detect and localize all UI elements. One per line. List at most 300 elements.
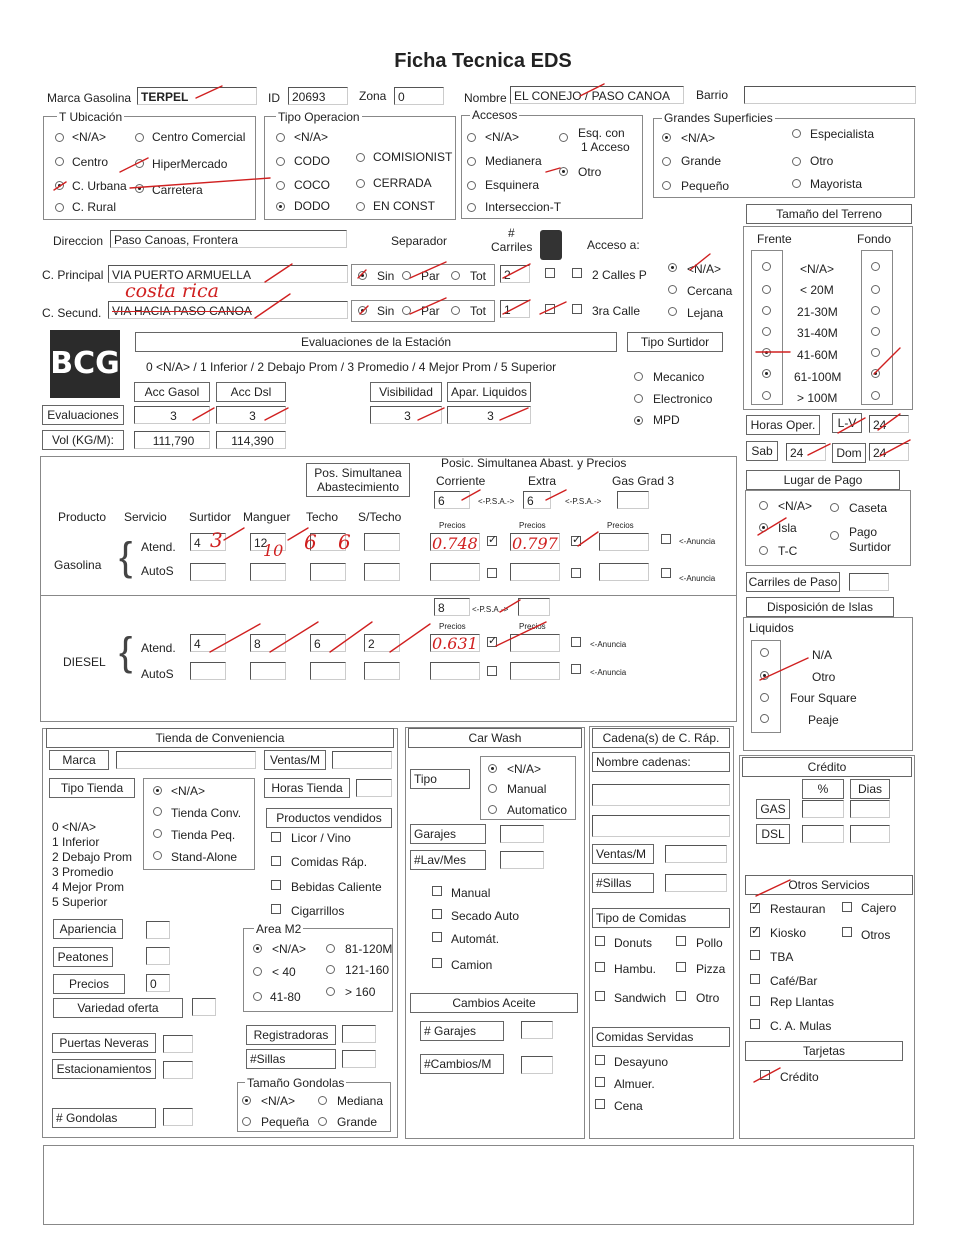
aceite-garajes-field[interactable] bbox=[521, 1021, 553, 1039]
dsl-anuncia-2: <-Anuncia bbox=[590, 668, 627, 677]
secund-check-calle[interactable] bbox=[572, 304, 582, 314]
area-radio-160[interactable] bbox=[326, 987, 335, 996]
check-comidas[interactable] bbox=[271, 856, 281, 866]
fondo-radio-40[interactable] bbox=[871, 327, 880, 336]
cw-check-camion[interactable] bbox=[432, 958, 442, 968]
ubic-urbana-label: C. Urbana bbox=[72, 179, 127, 193]
check-licor[interactable] bbox=[271, 832, 281, 842]
cw-manual-label: Manual bbox=[451, 886, 491, 900]
nombre-cadena-field-1[interactable] bbox=[592, 784, 730, 806]
lav-label: #Lav/Mes bbox=[410, 850, 486, 870]
peatones-field[interactable] bbox=[146, 947, 170, 965]
area-160-label: > 160 bbox=[345, 985, 376, 999]
eval-visibilidad[interactable]: 3 bbox=[370, 406, 442, 424]
secund-radio-sin[interactable] bbox=[358, 306, 367, 315]
zona-label: Zona bbox=[359, 89, 387, 103]
pago-radio-tc[interactable] bbox=[759, 546, 768, 555]
credito-dsl-pct[interactable] bbox=[802, 825, 844, 843]
stecho-col-header: S/Techo bbox=[358, 510, 402, 524]
gondola-radio-grande[interactable] bbox=[318, 1117, 327, 1126]
ubic-radio-urbana[interactable] bbox=[55, 181, 64, 190]
principal-carriles-field[interactable]: 2 bbox=[500, 265, 530, 283]
sup-radio-pequeno[interactable] bbox=[662, 181, 671, 190]
principal-radio-par[interactable] bbox=[402, 271, 411, 280]
fondo-radio-100[interactable] bbox=[871, 369, 880, 378]
dsl-autos-precio1[interactable] bbox=[430, 662, 480, 680]
fondo-radio-30[interactable] bbox=[871, 306, 880, 315]
op-na-label: <N/A> bbox=[294, 130, 329, 144]
dsl-surt-autos[interactable] bbox=[190, 662, 226, 680]
carwash-tipo-label: Tipo bbox=[410, 769, 470, 789]
extra-label: Extra bbox=[528, 474, 557, 488]
eval-acc-dsl[interactable]: 3 bbox=[216, 406, 286, 424]
variedad-label: Variedad oferta bbox=[53, 998, 183, 1018]
tienda-sillas-field[interactable] bbox=[342, 1050, 376, 1068]
gas-surt-autos[interactable] bbox=[190, 563, 226, 581]
pago-radio-surtidor[interactable] bbox=[830, 531, 839, 540]
op-radio-enconst[interactable] bbox=[356, 202, 365, 211]
servicio-col-header: Servicio bbox=[124, 510, 167, 524]
op-radio-na[interactable] bbox=[276, 133, 285, 142]
dsl-precio2[interactable] bbox=[510, 634, 560, 652]
ubic-radio-rural[interactable] bbox=[55, 203, 64, 212]
sup-grande-label: Grande bbox=[681, 154, 722, 168]
check-donuts[interactable] bbox=[595, 936, 605, 946]
techo-col-header: Techo bbox=[306, 510, 339, 524]
apar-header: Apar. Liquidos bbox=[447, 382, 531, 402]
gondola-radio-pequena[interactable] bbox=[242, 1117, 251, 1126]
llantas-label: Rep Llantas bbox=[770, 995, 835, 1009]
dsl-surt-atend[interactable]: 4 bbox=[190, 634, 226, 652]
acc-radio-medianera[interactable] bbox=[467, 157, 476, 166]
ubic-radio-na[interactable] bbox=[55, 133, 64, 142]
frente-radio-max[interactable] bbox=[762, 391, 771, 400]
horas-label: Horas Oper. bbox=[746, 415, 820, 435]
gondola-radio-mediana[interactable] bbox=[318, 1096, 327, 1105]
pago-radio-isla[interactable] bbox=[759, 523, 768, 532]
corriente-pos-field[interactable]: 6 bbox=[434, 491, 470, 509]
check-desayuno[interactable] bbox=[595, 1055, 605, 1065]
dsl-anuncia-1: <-Anuncia bbox=[590, 640, 627, 649]
pago-isla-label: Isla bbox=[778, 521, 797, 535]
ubic-na-label: <N/A> bbox=[72, 130, 107, 144]
dsl-check1[interactable] bbox=[487, 637, 497, 647]
surtidor-electronico-label: Electronico bbox=[653, 392, 713, 406]
dom-field[interactable]: 24 bbox=[869, 443, 909, 461]
separador-label: Separador bbox=[391, 234, 448, 248]
horas-tienda-field[interactable] bbox=[356, 779, 392, 797]
gas-check2[interactable] bbox=[571, 536, 581, 546]
ubicacion-title: T Ubicación bbox=[59, 110, 123, 124]
islas-radio-four[interactable] bbox=[760, 693, 769, 702]
tienda-ventas-field[interactable] bbox=[332, 751, 392, 769]
credito-gas-label: GAS bbox=[756, 799, 790, 819]
carwash-radio-auto[interactable] bbox=[488, 805, 497, 814]
sup-otro-label: Otro bbox=[810, 154, 834, 168]
sup-pequeno-label: Pequeño bbox=[681, 179, 730, 193]
area-radio-40[interactable] bbox=[253, 967, 262, 976]
tienda-scale-2: 2 Debajo Prom bbox=[52, 850, 133, 864]
islas-radio-na[interactable] bbox=[760, 648, 769, 657]
principal-check-calles[interactable] bbox=[572, 268, 582, 278]
fondo-radio-max[interactable] bbox=[871, 391, 880, 400]
principal-label: C. Principal bbox=[42, 268, 104, 282]
carriles-paso-field[interactable] bbox=[849, 573, 889, 591]
sup-radio-na[interactable] bbox=[662, 133, 671, 142]
aceite-cambios-field[interactable] bbox=[521, 1056, 553, 1074]
puertas-field[interactable] bbox=[163, 1035, 193, 1053]
gas-check3[interactable] bbox=[661, 534, 671, 544]
ubic-hiper-label: HiperMercado bbox=[152, 157, 228, 171]
principal-field[interactable]: VIA PUERTO ARMUELLA bbox=[108, 265, 348, 283]
islas-radio-peaje[interactable] bbox=[760, 714, 769, 723]
cadena-sillas-field[interactable] bbox=[665, 874, 727, 892]
credito-gas-dias[interactable] bbox=[850, 800, 890, 818]
gas-autos-precio1[interactable] bbox=[430, 563, 480, 581]
op-radio-comisionist[interactable] bbox=[356, 153, 365, 162]
hambu-label: Hambu. bbox=[614, 962, 657, 976]
terreno-40-label: 31-40M bbox=[797, 326, 838, 340]
surtidor-radio-mecanico[interactable] bbox=[634, 372, 643, 381]
gondolas-title: Tamaño Gondolas bbox=[247, 1076, 345, 1090]
carwash-radio-na[interactable] bbox=[488, 764, 497, 773]
cadena-ventas-label: Ventas/M bbox=[592, 844, 654, 864]
registradoras-field[interactable] bbox=[342, 1025, 376, 1043]
sup-especialista-label: Especialista bbox=[810, 127, 875, 141]
op-enconst-label: EN CONST bbox=[373, 199, 436, 213]
lv-field[interactable]: 24 bbox=[869, 415, 909, 433]
area-radio-121[interactable] bbox=[326, 965, 335, 974]
carwash-radio-manual[interactable] bbox=[488, 784, 497, 793]
id-label: ID bbox=[268, 91, 280, 105]
principal-check-1[interactable] bbox=[545, 268, 555, 278]
check-sandwich[interactable] bbox=[595, 991, 605, 1001]
tienda-radio-stand[interactable] bbox=[153, 851, 162, 860]
page-title: Ficha Tecnica EDS bbox=[394, 50, 572, 72]
gondolas-label: # Gondolas bbox=[52, 1108, 156, 1128]
tienda-radio-peq[interactable] bbox=[153, 829, 162, 838]
acc-radio-intersec[interactable] bbox=[467, 203, 476, 212]
gas-techo-autos[interactable] bbox=[310, 563, 346, 581]
principal-sin-label: Sin bbox=[377, 269, 395, 283]
gondolas-field[interactable] bbox=[163, 1108, 193, 1126]
op-cerrada-label: CERRADA bbox=[373, 176, 432, 190]
ubic-radio-centro[interactable] bbox=[55, 157, 64, 166]
otros-title: Otros Servicios bbox=[745, 875, 913, 895]
precios-5: Precios bbox=[519, 622, 546, 631]
traffic-light-icon bbox=[540, 230, 562, 260]
tienda-na-label: <N/A> bbox=[171, 784, 206, 798]
acceso-a-label: Acceso a: bbox=[587, 238, 640, 252]
lav-field[interactable] bbox=[500, 851, 544, 869]
tarjetas-title: Tarjetas bbox=[745, 1041, 903, 1061]
principal-radio-tot[interactable] bbox=[451, 271, 460, 280]
dsl-mang-atend[interactable]: 8 bbox=[250, 634, 286, 652]
frente-radio-20[interactable] bbox=[762, 285, 771, 294]
acc-radio-esquinera[interactable] bbox=[467, 181, 476, 190]
cadena-ventas-field[interactable] bbox=[665, 845, 727, 863]
pago-radio-na[interactable] bbox=[759, 501, 768, 510]
aceite-cambios-label: #Cambios/M bbox=[420, 1054, 504, 1074]
pos-simultanea-header bbox=[306, 463, 410, 497]
gas-autos-precio2[interactable] bbox=[510, 563, 560, 581]
dsl-techo-atend[interactable]: 6 bbox=[310, 634, 346, 652]
islas-title: Disposición de Islas bbox=[746, 597, 894, 617]
diesel-label: DIESEL bbox=[63, 655, 106, 669]
superficies-title: Grandes Superficies bbox=[664, 111, 773, 125]
acc-radio-otro[interactable] bbox=[559, 167, 568, 176]
acc-radio-esq[interactable] bbox=[559, 133, 568, 142]
acc-esq-label-2: 1 Acceso bbox=[581, 140, 630, 154]
dsl-autos-precio2[interactable] bbox=[510, 662, 560, 680]
dsl-techo-autos[interactable] bbox=[310, 662, 346, 680]
check-almuer[interactable] bbox=[595, 1077, 605, 1087]
vol-dsl-field[interactable]: 114,390 bbox=[216, 431, 286, 449]
direccion-field[interactable]: Paso Canoas, Frontera bbox=[110, 230, 347, 248]
gas-mang-autos[interactable] bbox=[250, 563, 286, 581]
surtidor-radio-mpd[interactable] bbox=[634, 416, 643, 425]
terreno-30-label: 21-30M bbox=[797, 305, 838, 319]
area-41-label: 41-80 bbox=[270, 990, 301, 1004]
gas-check1[interactable] bbox=[487, 536, 497, 546]
op-radio-cerrada[interactable] bbox=[356, 179, 365, 188]
fondo-radio-na[interactable] bbox=[871, 262, 880, 271]
otros-label: Otros bbox=[861, 928, 891, 942]
check-tba[interactable] bbox=[750, 950, 760, 960]
area-radio-81[interactable] bbox=[326, 944, 335, 953]
frente-radio-30[interactable] bbox=[762, 306, 771, 315]
gas-stecho-autos[interactable] bbox=[364, 563, 400, 581]
diesel-pos-field[interactable]: 8 bbox=[434, 598, 470, 616]
precios-tienda-field[interactable]: 0 bbox=[146, 974, 170, 992]
ubic-radio-carretera[interactable] bbox=[135, 184, 144, 193]
barrio-field[interactable] bbox=[744, 86, 916, 104]
tipo-comidas-label: Tipo de Comidas bbox=[592, 908, 730, 928]
tienda-marca-field[interactable] bbox=[116, 751, 256, 769]
tienda-scale-4: 4 Mejor Prom bbox=[52, 880, 125, 894]
op-coco-label: COCO bbox=[294, 178, 330, 192]
area-radio-na[interactable] bbox=[253, 944, 262, 953]
credito-dsl-dias[interactable] bbox=[850, 825, 890, 843]
cw-check-automat[interactable] bbox=[432, 932, 442, 942]
dsl-autos-check2[interactable] bbox=[571, 664, 581, 674]
check-bebidas[interactable] bbox=[271, 880, 281, 890]
gas-autos-check2[interactable] bbox=[571, 568, 581, 578]
estac-field[interactable] bbox=[163, 1061, 193, 1079]
apariencia-field[interactable] bbox=[146, 921, 170, 939]
tienda-radio-na[interactable] bbox=[153, 786, 162, 795]
secund-radio-par[interactable] bbox=[402, 306, 411, 315]
ubic-radio-hiper[interactable] bbox=[135, 159, 144, 168]
acc-radio-na[interactable] bbox=[467, 133, 476, 142]
check-credito[interactable] bbox=[760, 1070, 770, 1080]
secund-tot-label: Tot bbox=[470, 304, 487, 318]
op-radio-codo[interactable] bbox=[276, 157, 285, 166]
credito-pct-label: % bbox=[802, 779, 844, 799]
gas3-label: Gas Grad 3 bbox=[612, 474, 675, 488]
gas-surt-atend[interactable]: 4 bbox=[190, 533, 226, 551]
islas-radio-otro[interactable] bbox=[760, 671, 769, 680]
id-field[interactable]: 20693 bbox=[288, 87, 348, 105]
vol-gasol-field[interactable]: 111,790 bbox=[134, 431, 210, 449]
accesoa-radio-lejana[interactable] bbox=[668, 307, 677, 316]
ubic-rural-label: C. Rural bbox=[72, 200, 117, 214]
accesoa-radio-cercana[interactable] bbox=[668, 285, 677, 294]
pago-title: Lugar de Pago bbox=[746, 470, 900, 490]
mulas-label: C. A. Mulas bbox=[770, 1019, 832, 1033]
horas-tienda-label: Horas Tienda bbox=[264, 778, 350, 798]
credito-tarjeta-label: Crédito bbox=[780, 1070, 819, 1084]
garajes-field[interactable] bbox=[500, 825, 544, 843]
vol-label: Vol (KG/M): bbox=[42, 430, 124, 450]
sup-radio-mayorista[interactable] bbox=[792, 179, 801, 188]
check-otros[interactable] bbox=[842, 927, 852, 937]
tienda-radio-conv[interactable] bbox=[153, 807, 162, 816]
dsl-atend-label: Atend. bbox=[141, 641, 176, 655]
dsl-autos-check1[interactable] bbox=[487, 666, 497, 676]
hw-gas-surt: 3 bbox=[210, 528, 223, 552]
sup-radio-grande[interactable] bbox=[662, 157, 671, 166]
estac-label: Estacionamientos bbox=[52, 1059, 156, 1079]
visibilidad-header: Visibilidad bbox=[370, 382, 442, 402]
accesoa-radio-na[interactable] bbox=[668, 263, 677, 272]
cw-check-manual[interactable] bbox=[432, 886, 442, 896]
acc-na-label: <N/A> bbox=[485, 130, 520, 144]
dom-label: Dom bbox=[832, 443, 866, 463]
aceite-title: Cambios Aceite bbox=[410, 993, 578, 1013]
gondola-radio-na[interactable] bbox=[242, 1096, 251, 1105]
check-llantas[interactable] bbox=[750, 996, 760, 1006]
gas-autos-check3[interactable] bbox=[661, 568, 671, 578]
sab-field[interactable]: 24 bbox=[786, 443, 826, 461]
diesel-pos-field-2[interactable] bbox=[518, 598, 550, 616]
fondo-radio-20[interactable] bbox=[871, 285, 880, 294]
gas3-pos-field[interactable] bbox=[617, 491, 649, 509]
pago-radio-caseta[interactable] bbox=[830, 503, 839, 512]
zona-field[interactable]: 0 bbox=[394, 87, 444, 105]
sup-radio-especialista[interactable] bbox=[792, 129, 801, 138]
gas-stecho-atend[interactable] bbox=[364, 533, 400, 551]
productos-vendidos-label: Productos vendidos bbox=[266, 808, 392, 828]
tienda-title: Tienda de Conveniencia bbox=[46, 728, 394, 748]
marca-field[interactable]: TERPEL bbox=[137, 87, 257, 105]
tienda-ventas-label: Ventas/M bbox=[264, 750, 326, 770]
hw-precio-2: 0.797 bbox=[512, 534, 558, 553]
surtidor-radio-electronico[interactable] bbox=[634, 394, 643, 403]
terreno-na-label: <N/A> bbox=[800, 262, 835, 276]
gas-mang-atend[interactable]: 12 bbox=[250, 533, 286, 551]
frente-radio-60[interactable] bbox=[762, 348, 771, 357]
hw-gas-mang: 10 bbox=[263, 541, 284, 560]
area-radio-41[interactable] bbox=[253, 992, 262, 1001]
check-pizza[interactable] bbox=[676, 962, 686, 972]
gas-anuncia-1: <-Anuncia bbox=[679, 537, 716, 546]
dsl-check2[interactable] bbox=[571, 637, 581, 647]
puertas-label: Puertas Neveras bbox=[52, 1033, 156, 1053]
secund-check-1[interactable] bbox=[545, 304, 555, 314]
eval-apar[interactable]: 3 bbox=[447, 406, 531, 424]
secund-field[interactable]: VIA HACIA PASO CANOA bbox=[108, 301, 348, 319]
notes-area[interactable] bbox=[43, 1145, 914, 1225]
tipo-tienda-label: Tipo Tienda bbox=[49, 778, 135, 798]
principal-par-label: Par bbox=[421, 269, 440, 283]
terreno-title: Tamaño del Terreno bbox=[746, 204, 912, 224]
evaluaciones-button[interactable]: Evaluaciones bbox=[42, 405, 124, 425]
credito-dsl-label: DSL bbox=[756, 824, 790, 844]
check-pollo[interactable] bbox=[676, 936, 686, 946]
dsl-stecho-atend[interactable]: 2 bbox=[364, 634, 400, 652]
op-comisionist-label: COMISIONIST bbox=[373, 150, 453, 164]
cw-camion-label: Camion bbox=[451, 958, 493, 972]
precios-2: Precios bbox=[519, 521, 546, 530]
check-cajero[interactable] bbox=[842, 902, 852, 912]
check-hambu[interactable] bbox=[595, 962, 605, 972]
carriles-hash: # bbox=[508, 226, 515, 240]
accesoa-cercana-label: Cercana bbox=[687, 284, 733, 298]
credito-gas-pct[interactable] bbox=[802, 800, 844, 818]
gas-autos-precio3[interactable] bbox=[599, 563, 649, 581]
acc-dsl-header: Acc Dsl bbox=[216, 382, 286, 402]
sup-mayorista-label: Mayorista bbox=[810, 177, 863, 191]
precios-3: Precios bbox=[607, 521, 634, 530]
frente-radio-100[interactable] bbox=[762, 369, 771, 378]
check-kiosko[interactable] bbox=[750, 927, 760, 937]
principal-radio-sin[interactable] bbox=[358, 271, 367, 280]
check-cigarrillos[interactable] bbox=[271, 904, 281, 914]
secund-label: C. Secund. bbox=[42, 306, 102, 320]
check-cena[interactable] bbox=[595, 1099, 605, 1109]
ubic-radio-cc[interactable] bbox=[135, 133, 144, 142]
aceite-garajes-label: # Garajes bbox=[420, 1021, 504, 1041]
eval-acc-gasol[interactable]: 3 bbox=[134, 406, 210, 424]
secund-carriles-field[interactable]: 1 bbox=[500, 300, 530, 318]
frente-radio-na[interactable] bbox=[762, 262, 771, 271]
credito-title: Crédito bbox=[742, 757, 912, 777]
gas-precio3[interactable] bbox=[599, 533, 649, 551]
check-cafe[interactable] bbox=[750, 974, 760, 984]
psa-3: <-P.S.A.-> bbox=[472, 605, 509, 614]
variedad-field[interactable] bbox=[192, 998, 216, 1016]
dsl-stecho-autos[interactable] bbox=[364, 662, 400, 680]
fondo-radio-60[interactable] bbox=[871, 348, 880, 357]
terreno-fondo-label: Fondo bbox=[857, 232, 892, 246]
cw-check-secado[interactable] bbox=[432, 909, 442, 919]
dsl-mang-autos[interactable] bbox=[250, 662, 286, 680]
check-otro-comida[interactable] bbox=[676, 991, 686, 1001]
op-radio-coco[interactable] bbox=[276, 181, 285, 190]
accesos-title: Accesos bbox=[472, 108, 518, 122]
terreno-max-label: > 100M bbox=[797, 391, 838, 405]
tienda-peq-label: Tienda Peq. bbox=[171, 828, 236, 842]
extra-pos-field[interactable]: 6 bbox=[523, 491, 551, 509]
pago-tc-label: T-C bbox=[778, 544, 798, 558]
nombre-cadena-field-2[interactable] bbox=[592, 815, 730, 837]
gas-autos-check1[interactable] bbox=[487, 568, 497, 578]
sup-radio-otro[interactable] bbox=[792, 157, 801, 166]
cena-label: Cena bbox=[614, 1099, 643, 1113]
nombre-field[interactable]: EL CONEJO / PASO CANOA bbox=[510, 86, 684, 104]
op-radio-dodo[interactable] bbox=[276, 202, 285, 211]
frente-radio-40[interactable] bbox=[762, 327, 771, 336]
precios-4: Precios bbox=[439, 622, 466, 631]
pos-title-line2: Abastecimiento bbox=[316, 480, 400, 494]
check-mulas[interactable] bbox=[750, 1019, 760, 1029]
credito-dias-label: Dias bbox=[850, 779, 890, 799]
check-restauran[interactable] bbox=[750, 903, 760, 913]
secund-handwritten: costa rica bbox=[125, 280, 219, 302]
secund-radio-tot[interactable] bbox=[451, 306, 460, 315]
acc-intersec-label: Interseccion-T bbox=[485, 200, 562, 214]
